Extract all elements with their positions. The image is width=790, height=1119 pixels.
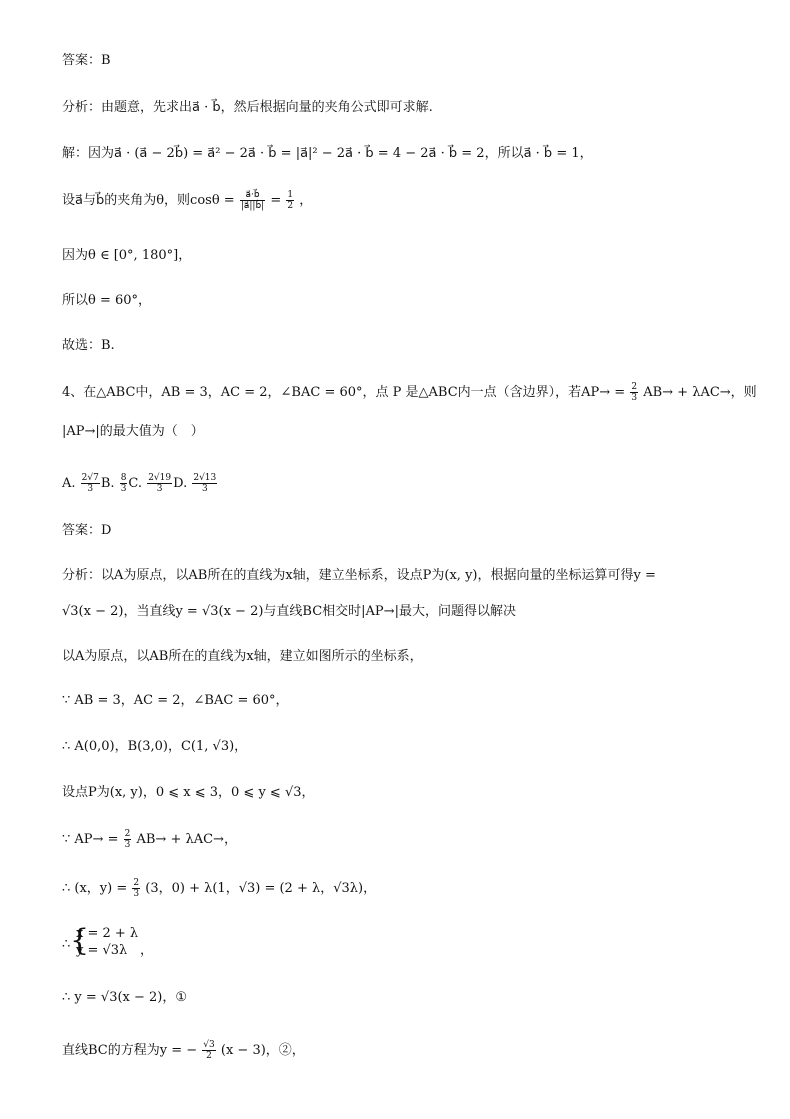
solution-line-1: 解：因为a⃗ · (a⃗ − 2b⃗) = a⃗² − 2a⃗ · b⃗ = |a⃗|² − 2a⃗ · b⃗ = 4 − 2a⃗ · b⃗ = 2，所以a⃗ · b⃗ = 1，: [62, 146, 593, 161]
bc-den: 2: [206, 1051, 212, 1061]
cos-fraction-den: |a⃗||b⃗|: [240, 201, 265, 211]
cos-fraction-num: a⃗·b⃗: [240, 190, 265, 201]
bc-num: √3: [203, 1040, 215, 1050]
option-c-num: 2√19: [148, 473, 172, 483]
angle-def-suffix: ，: [299, 193, 313, 208]
half-fraction-num: 1: [287, 190, 294, 200]
system-therefore: ∴: [62, 937, 71, 952]
equation-1-line: ∴ y = √3(x − 2)，①: [62, 990, 188, 1005]
bc-prefix: 直线BC的方程为y = −: [62, 1043, 198, 1058]
vec-eq-fraction: [124, 829, 132, 850]
option-d-value: [192, 473, 217, 494]
half-fraction: [286, 190, 294, 211]
system-row-1: x = 2 + λ: [76, 926, 139, 941]
bc-line-equation: [62, 1040, 305, 1061]
result-line: 所以θ = 60°，: [62, 293, 152, 308]
analysis-2-line-1: 分析：以A为原点，以AB所在的直线为x轴，建立坐标系，设点P为(x, y)，根据向量的坐标运算可得y =: [62, 568, 656, 583]
q4-fraction-num: 2: [631, 382, 638, 392]
q4-fraction: [630, 382, 638, 403]
option-b-num: 8: [120, 473, 127, 483]
option-a-den: 3: [87, 484, 94, 494]
option-d-label: D.: [173, 476, 188, 491]
vec-eq-prefix: ∵ AP→ =: [62, 832, 119, 847]
choice-line-1: 故选：B.: [62, 338, 115, 353]
option-b-den: 3: [120, 484, 127, 494]
vector-equation-line: [62, 829, 237, 850]
cos-fraction: [240, 190, 265, 211]
answer-line-1: 答案：B: [62, 53, 111, 68]
bc-suffix: (x − 3)，②，: [220, 1043, 305, 1058]
coord-eq-num: 2: [133, 878, 140, 888]
answer-line-2: 答案：D: [62, 523, 112, 538]
coord-eq-den: 3: [133, 889, 140, 899]
question-4-line-1: [62, 382, 757, 403]
coord-eq-prefix: ∴ (x，y) =: [62, 881, 128, 896]
option-c-label: C.: [128, 476, 143, 491]
question-4-line-2: |AP→|的最大值为（ ）: [62, 424, 204, 439]
system-row-2: y = √3λ: [76, 943, 128, 958]
system-tail: ，: [140, 943, 154, 958]
option-a-label: A.: [62, 476, 76, 491]
q4-line1-a: 4、在△ABC中，AB = 3，AC = 2，∠BAC = 60°，点 P 是△ABC内一点（含边界），若AP→ =: [62, 385, 626, 400]
setup-line: 以A为原点，以AB所在的直线为x轴，建立如图所示的坐标系，: [62, 649, 423, 664]
analysis-2-line-2: √3(x − 2)，当直线y = √3(x − 2)与直线BC相交时|AP→|最大，问题得以解决: [62, 604, 516, 619]
coordinate-equation-line: [62, 878, 376, 899]
option-d-num: 2√13: [193, 473, 217, 483]
option-a-num: 2√7: [81, 473, 99, 483]
range-line: 因为θ ∈ [0°, 180°]，: [62, 248, 192, 263]
vec-eq-suffix: AB→ + λAC→，: [136, 832, 237, 847]
option-c-value: [147, 473, 172, 494]
angle-definition-line: [62, 190, 312, 211]
option-b-label: B.: [100, 476, 115, 491]
option-c-den: 3: [156, 484, 163, 494]
q4-fraction-den: 3: [631, 393, 638, 403]
brace-icon: {: [70, 923, 90, 958]
given-line: ∵ AB = 3，AC = 2，∠BAC = 60°，: [62, 693, 289, 708]
option-a-value: [81, 473, 100, 494]
analysis-line-1: 分析：由题意，先求出a⃗ · b⃗，然后根据向量的夹角公式即可求解.: [62, 100, 433, 115]
vec-eq-den: 3: [124, 840, 131, 850]
vec-eq-num: 2: [124, 829, 131, 839]
option-b-value: [120, 473, 128, 494]
coord-eq-suffix: (3，0) + λ(1，√3) = (2 + λ，√3λ)，: [145, 881, 377, 896]
option-d-den: 3: [201, 484, 208, 494]
angle-def-prefix: 设a⃗与b⃗的夹角为θ，则cosθ =: [62, 193, 235, 208]
angle-def-eq: =: [270, 193, 282, 208]
half-fraction-den: 2: [287, 201, 294, 211]
coord-eq-fraction: [132, 878, 140, 899]
options-line: [62, 473, 218, 494]
let-p-line: 设点P为(x, y)，0 ⩽ x ⩽ 3，0 ⩽ y ⩽ √3，: [62, 785, 315, 800]
bc-fraction: [202, 1040, 215, 1061]
q4-line1-b: AB→ + λAC→，则: [643, 385, 757, 400]
points-line: ∴ A(0,0)，B(3,0)，C(1, √3)，: [62, 739, 248, 754]
